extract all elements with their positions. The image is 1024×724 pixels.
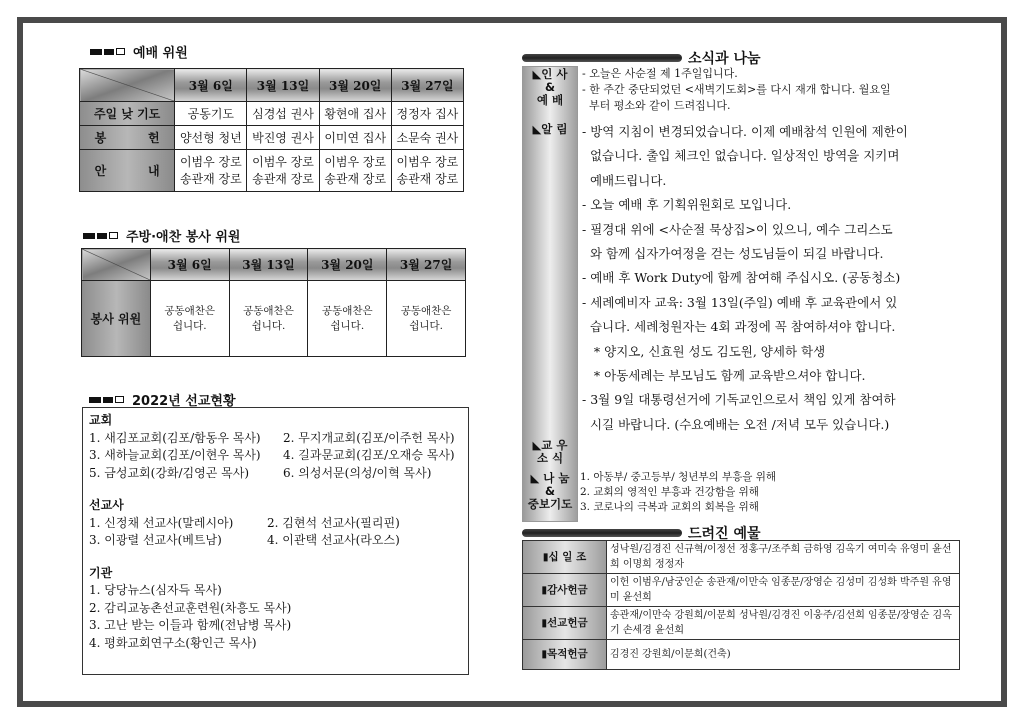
- kitchen-title: 주방·애찬 봉사 위원: [126, 230, 241, 245]
- offering-label: ▮십 일 조: [523, 541, 607, 574]
- label-sharing: ◣ 나 눔 & 중보기도: [527, 471, 573, 511]
- list-item: 1. 당당뉴스(심자득 목사): [89, 583, 222, 597]
- orgs-title: 기관: [89, 565, 113, 580]
- table-cell: 양선형 청년: [175, 126, 247, 150]
- greeting-text: - 오늘은 사순절 제 1주일입니다. - 한 주간 중단되었던 <새벽기도회>를 다시 재개 합니다. 월요일 부터 평소와 같이 드려집니다.: [582, 67, 891, 112]
- table-cell: 이범우 장로 송관재 장로: [175, 150, 247, 192]
- table-cell: 소문숙 권사: [391, 126, 463, 150]
- prayer-text: 1. 아동부/ 중고등부/ 청년부의 부흥을 위해 2. 교회의 영적인 부흥과 건강함을 위해 3. 코로나의 극복과 교회의 회복을 위해: [580, 471, 777, 513]
- list-item: 1. 신정채 선교사(말레시아) 2. 김현석 선교사(필리핀): [89, 515, 400, 530]
- section-marker-icon: [89, 396, 124, 403]
- table-cell: 공동애찬은 쉽니다.: [150, 281, 229, 357]
- table-cell: 공동애찬은 쉽니다.: [308, 281, 387, 357]
- row-label-service: 봉사 위원: [82, 281, 151, 357]
- list-item: 4. 평화교회연구소(황인근 목사): [89, 635, 257, 650]
- table-cell: 공동기도: [175, 102, 247, 126]
- date-header: 3월 6일: [150, 249, 229, 281]
- offering-label: ▮목적헌금: [523, 640, 607, 670]
- list-item: 3. 새하늘교회(김포/이현우 목사) 4. 길과문교회(김포/오재승 목사): [89, 448, 455, 462]
- table-cell: 황현애 집사: [319, 102, 391, 126]
- table-cell: 공동애찬은 쉽니다.: [229, 281, 308, 357]
- date-header: 3월 6일: [175, 69, 247, 102]
- offering-names: 송관재/이만숙 강원희/이문희 성낙원/김경진 이웅주/김선희 임종문/장영순 김옥기 손세경 윤선희: [607, 607, 960, 640]
- kitchen-section-title: [83, 226, 240, 245]
- kitchen-table: [81, 248, 466, 357]
- offering-names: 이헌 이범우/남궁인순 송관재/이만숙 임종문/장영순 김성미 김성화 박주원 유영미 윤선희: [607, 574, 960, 607]
- date-header: 3월 13일: [229, 249, 308, 281]
- list-item: 1. 새김포교회(김포/함동우 목사) 2. 무지개교회(김포/이주헌 목사): [89, 430, 455, 445]
- worship-table: [79, 68, 464, 192]
- offering-names: 김경진 강원희/이문희(건축): [607, 640, 960, 670]
- section-marker-icon: [90, 48, 125, 55]
- churches-title: 교회: [89, 413, 113, 427]
- news-title: 소식과 나눔: [688, 51, 761, 67]
- table-cell: 이범우 장로 송관재 장로: [391, 150, 463, 192]
- section-marker-icon: [83, 232, 118, 239]
- list-item: 3. 이광렬 선교사(베트남) 4. 이관택 선교사(라오스): [89, 533, 400, 547]
- offering-label: ▮감사헌금: [523, 574, 607, 607]
- date-header: 3월 20일: [308, 249, 387, 281]
- table-corner: [82, 249, 151, 281]
- table-cell: 심경섭 권사: [247, 102, 319, 126]
- news-section-title: [522, 48, 761, 68]
- offering-label: ▮선교헌금: [523, 607, 607, 640]
- mission-title: 2022년 선교현황: [132, 394, 236, 409]
- label-notice: ◣알 림: [532, 122, 568, 136]
- row-label-offering: 봉 헌: [80, 126, 175, 150]
- label-greeting: ◣인 사 & 예 배: [532, 67, 568, 107]
- missionaries-title: 선교사: [89, 498, 124, 512]
- table-cell: 박진영 권사: [247, 126, 319, 150]
- row-label-guide: 안 내: [80, 150, 175, 192]
- table-cell: 이범우 장로 송관재 장로: [247, 150, 319, 192]
- date-header: 3월 27일: [391, 69, 463, 102]
- offerings-table: [522, 540, 960, 670]
- table-cell: 정정자 집사: [391, 102, 463, 126]
- news-block: [522, 66, 960, 522]
- title-bar-icon: [522, 529, 682, 537]
- worship-title: 예배 위원: [133, 46, 188, 61]
- list-item: 3. 고난 받는 이들과 함께(전남병 목사): [89, 618, 292, 632]
- date-header: 3월 20일: [319, 69, 391, 102]
- row-label-prayer: 주일 낮 기도: [80, 102, 175, 126]
- table-cell: 공동애찬은 쉽니다.: [387, 281, 466, 357]
- list-item: 5. 금성교회(강화/김영곤 목사) 6. 의성서문(의성/이혁 목사): [89, 465, 432, 480]
- label-fellowship: ◣교 우 소 식: [532, 438, 568, 465]
- date-header: 3월 27일: [387, 249, 466, 281]
- table-corner: [80, 69, 175, 102]
- mission-box: [82, 407, 469, 675]
- date-header: 3월 13일: [247, 69, 319, 102]
- table-cell: 이범우 장로 송관재 장로: [319, 150, 391, 192]
- offerings-title: 드려진 예물: [688, 526, 761, 542]
- notice-text: - 방역 지침이 변경되었습니다. 이제 예배참석 인원에 제한이 없습니다. 출입 체크인 없습니다. 일상적인 방역을 지키며 예배드립니다. - 오늘 예배 후 기획위원회로 모입니다. - 필경대 위에 <사순절 묵상집>이 있으니, 예수 그리스도 와 함께 십자가여정을 걷는 성도님들이 되길 바랍니다. - 예배 후 Work Duty에 함께 참여해 주십시오. (공동청소) - 세례예비자 교육: 3월 13일(주일) 예배 후 교육관에서 있 습니다. 세례청원자는 4회 과정에 꼭 참여하셔야 합니다. * 양지오, 신효원 성도 김도원, 양세하 학생 * 아동세례는 부모님도 함께 교육받으셔야 합니다. - 3월 9일 대통령선거에 기독교인으로서 책임 있게 참여하 시길 바랍니다. (수요예배는 오전 /저녁 모두 있습니다.): [582, 124, 908, 432]
- worship-section-title: [90, 42, 188, 61]
- list-item: 2. 감리교농촌선교훈련원(차흥도 목사): [89, 600, 292, 615]
- offering-names: 성낙원/김경진 신규혁/이정선 정홍구/조주희 금하영 김옥기 여미숙 유영미 윤선희 이명희 정정자: [607, 541, 960, 574]
- table-cell: 이미연 집사: [319, 126, 391, 150]
- title-bar-icon: [522, 54, 682, 62]
